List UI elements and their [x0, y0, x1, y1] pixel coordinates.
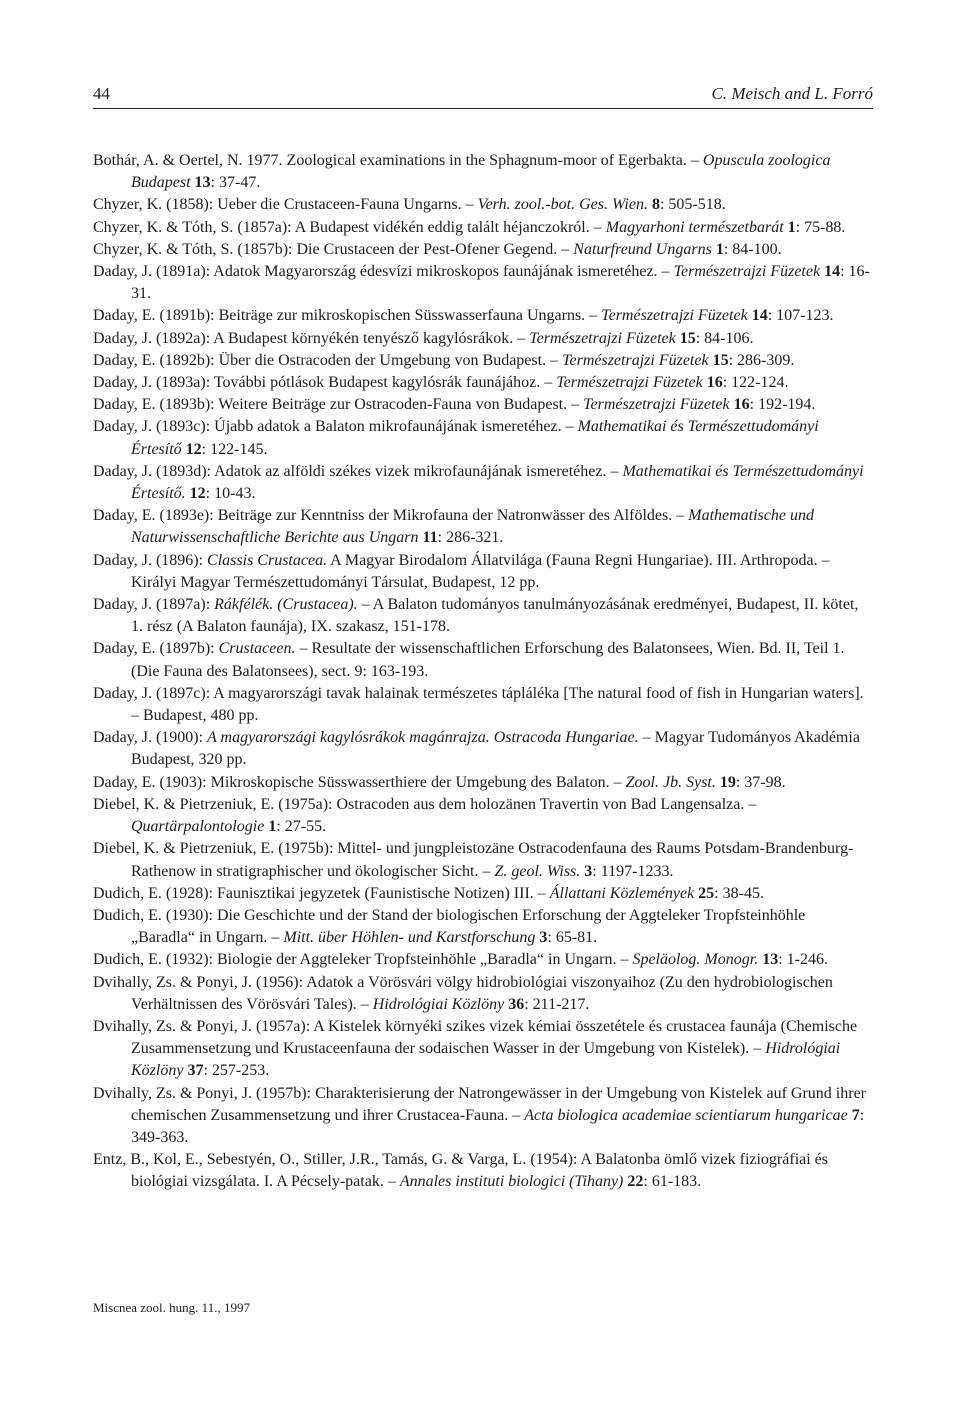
reference-entry: [93, 150, 871, 194]
reference-text: : 84-100.: [723, 240, 782, 258]
reference-text: : 286-309.: [728, 351, 795, 369]
reference-journal: Hidrológiai Közlöny: [372, 995, 505, 1013]
reference-journal: Naturfreund Ungarns: [573, 240, 712, 258]
reference-volume: 36: [508, 995, 525, 1013]
reference-volume: 1: [787, 218, 796, 236]
reference-text: : 16-31.: [131, 263, 870, 303]
reference-journal: Mathematikai és Természettudományi Értesítő: [131, 418, 819, 458]
reference-text: Daday, E. (1903): Mikroskopische Süsswasserthiere der Umgebung des Balaton. –: [93, 773, 626, 791]
page-number: 44: [93, 84, 110, 103]
reference-volume: 1: [715, 240, 724, 258]
reference-journal: Mitt. über Höhlen- und Karstforschung: [283, 929, 536, 947]
reference-entry: [93, 638, 871, 682]
reference-journal: Annales instituti biologici (Tihany): [399, 1173, 624, 1191]
reference-journal: Természetrajzi Füzetek: [601, 307, 748, 325]
reference-entry: [93, 550, 871, 594]
reference-journal: Mathematikai és Természettudományi Értesítő.: [131, 462, 864, 503]
reference-volume: 12: [189, 485, 206, 503]
reference-volume: 13: [194, 174, 211, 192]
reference-journal: Verh. zool.-bot. Ges. Wien.: [477, 196, 648, 214]
reference-text: Entz, B., Kol, E., Sebestyén, O., Stiller, J.R., Tamás, G. & Varga, L. (1954): A Balatonba ömlő vizek fiziográfiai és biológiai vizsgálata. I. A Pécsely-patak. –: [93, 1151, 829, 1191]
reference-volume: 15: [712, 351, 729, 369]
reference-text: : 84-106.: [695, 329, 754, 347]
reference-text: : 1-246.: [778, 951, 828, 969]
reference-journal: Quartärpalontologie: [131, 818, 265, 836]
reference-text: : 349-363.: [131, 1106, 865, 1146]
reference-entry: [93, 350, 871, 372]
reference-entry: [93, 794, 871, 838]
reference-text: Dudich, E. (1930): Die Geschichte und der Stand der biologischen Erforschung der Aggteleker Tropfsteinhöhle „Baradla“ in Ungarn. –: [93, 906, 806, 947]
reference-journal: Hidrológiai Közlöny: [131, 1040, 841, 1080]
reference-journal: Természetrajzi Füzetek: [529, 329, 676, 347]
reference-journal: Mathematische und Naturwissenschaftliche Berichte aus Ungarn: [131, 507, 814, 547]
reference-entry: [93, 239, 871, 261]
reference-journal: Zool. Jb. Syst.: [625, 773, 716, 791]
reference-text: : 38-45.: [714, 884, 764, 902]
reference-entry: [93, 505, 871, 549]
reference-text: Dvihally, Zs. & Ponyi, J. (1957a): A Kistelek környéki szikes vizek kémiai összetétele és crustacea faunája (Chemische Zusammensetzung und Krustaceenfauna der sodaischen Wasser in der Umgebung von Kistelek). –: [93, 1017, 858, 1058]
reference-entry: [93, 594, 871, 638]
reference-journal: Opuscula zoologica Budapest: [131, 152, 831, 192]
reference-volume: 7: [851, 1106, 860, 1124]
reference-text: : 122-145.: [201, 440, 268, 458]
reference-text: Daday, J. (1896):: [93, 551, 208, 569]
reference-volume: 22: [627, 1173, 644, 1191]
reference-entry: [93, 905, 871, 949]
reference-journal: Természetrajzi Füzetek: [583, 396, 730, 414]
reference-journal: Classis Crustacea.: [207, 551, 328, 569]
reference-volume: 16: [706, 374, 723, 392]
reference-text: Dvihally, Zs. & Ponyi, J. (1957b): Charakterisierung der Natrongewässer in der Umgebung von Kistelek auf Grund ihrer chemischen Zusammensetzung und ihrer Crustacea-Fauna. –: [93, 1084, 867, 1124]
reference-text: Daday, E. (1893e): Beiträge zur Kenntniss der Mikrofauna der Natronwässer des Alföldes. –: [93, 507, 689, 525]
reference-volume: 12: [185, 440, 202, 458]
reference-volume: 3: [539, 929, 548, 947]
reference-volume: 16: [733, 396, 750, 414]
reference-volume: 14: [824, 263, 841, 281]
reference-entry: [93, 261, 871, 305]
reference-text: Daday, E. (1892b): Über die Ostracoden der Umgebung von Budapest. –: [93, 351, 563, 369]
reference-journal: A magyarországi kagylósrákok magánrajza. Ostracoda Hungariae.: [207, 729, 639, 747]
reference-text: : 192-194.: [749, 396, 816, 414]
reference-text: : 61-183.: [643, 1173, 702, 1191]
reference-text: Diebel, K. & Pietrzeniuk, E. (1975b): Mittel- und jungpleistozäne Ostracodenfauna des Raums Potsdam-Brandenburg-Rathenow in stratigraphischer und ökologischer Sicht. –: [93, 840, 854, 880]
reference-entry: [93, 683, 871, 727]
reference-text: Daday, J. (1892a): A Budapest környékén tenyésző kagylósrákok. –: [93, 329, 530, 347]
reference-text: Daday, J. (1897c): A magyarországi tavak halainak természetes tápláléka [The natural food of fish in Hungarian waters]. – Budapest, 480 pp.: [93, 684, 864, 725]
reference-journal: Állattani Közlemények: [549, 884, 695, 902]
reference-text: Dudich, E. (1928): Faunisztikai jegyzetek (Faunistische Notizen) III. –: [93, 884, 550, 902]
reference-entry: [93, 972, 871, 1016]
page-footer: Miscnea zool. hung. 11., 1997: [93, 1300, 250, 1315]
reference-list: [93, 150, 871, 1194]
reference-text: – Resultate der wissenschaftlichen Erforschung des Balatonsees, Wien. Bd. II, Teil 1. (Die Fauna des Balatonsees), sect. 9: 163-193.: [131, 640, 845, 680]
reference-text: Daday, J. (1891a): Adatok Magyarország édesvízi mikroskopos faunájának ismeretéhez. –: [93, 263, 674, 281]
reference-volume: 19: [719, 773, 736, 791]
reference-journal: Természetrajzi Füzetek: [673, 263, 821, 281]
reference-journal: Természetrajzi Füzetek: [556, 374, 703, 392]
reference-entry: [93, 727, 871, 771]
reference-entry: [93, 328, 871, 350]
reference-volume: 13: [762, 951, 779, 969]
reference-text: : 75-88.: [795, 218, 846, 236]
reference-volume: 3: [584, 862, 593, 880]
reference-entry: [93, 194, 871, 216]
page-header: [93, 84, 873, 109]
reference-text: Daday, E. (1893b): Weitere Beiträge zur Ostracoden-Fauna von Budapest. –: [93, 396, 584, 414]
reference-text: Daday, J. (1893c): Újabb adatok a Balaton mikrofaunájának ismeretéhez. –: [93, 418, 578, 436]
reference-text: Diebel, K. & Pietrzeniuk, E. (1975a): Ostracoden aus dem holozänen Travertin von Bad Langensalza. –: [93, 795, 757, 813]
reference-volume: 25: [698, 884, 715, 902]
reference-text: : 10-43.: [205, 485, 256, 503]
reference-entry: [93, 305, 871, 327]
reference-text: Daday, J. (1900):: [93, 729, 208, 747]
reference-entry: [93, 772, 871, 794]
reference-text: : 1197-1233.: [592, 862, 674, 880]
reference-entry: [93, 1083, 871, 1150]
reference-entry: [93, 883, 871, 905]
reference-text: : 37-47.: [210, 174, 261, 192]
reference-entry: [93, 1016, 871, 1083]
reference-volume: 37: [187, 1062, 204, 1080]
reference-text: : 37-98.: [735, 773, 786, 791]
reference-entry: [93, 394, 871, 416]
reference-text: Daday, E. (1891b): Beiträge zur mikroskopischen Süsswasserfauna Ungarns. –: [93, 307, 602, 325]
reference-text: : 65-81.: [547, 929, 598, 947]
reference-volume: 1: [268, 818, 277, 836]
reference-text: Dvihally, Zs. & Ponyi, J. (1956): Adatok a Vörösvári völgy hidrobiológiai viszonyaihoz (Zu den hydrobiologischen Verhältnissen des Vörösvári Tales). –: [93, 973, 833, 1013]
reference-journal: Természetrajzi Füzetek: [562, 351, 709, 369]
reference-entry: [93, 461, 871, 505]
reference-journal: Rákfélék. (Crustacea).: [214, 596, 358, 614]
reference-text: : 27-55.: [276, 818, 327, 836]
reference-text: – A Balaton tudományos tanulmányozásának eredményei, Budapest, II. kötet, 1. rész (A Balaton faunája), IX. szakasz, 151-178.: [131, 596, 859, 636]
reference-entry: [93, 217, 871, 239]
reference-text: Chyzer, K. & Tóth, S. (1857a): A Budapest vidékén eddig talált héjanczokról. –: [93, 218, 606, 236]
reference-volume: 15: [679, 329, 696, 347]
reference-text: : 122-124.: [722, 374, 789, 392]
reference-text: : 257-253.: [203, 1062, 270, 1080]
reference-entry: [93, 372, 871, 394]
reference-text: Daday, J. (1897a):: [93, 596, 215, 614]
reference-entry: [93, 949, 871, 971]
reference-text: : 505-518.: [659, 196, 726, 214]
reference-journal: Acta biologica academiae scientiarum hungaricae: [524, 1106, 848, 1124]
reference-text: Bothár, A. & Oertel, N. 1977. Zoological examinations in the Sphagnum-moor of Egerbakta. –: [93, 152, 703, 169]
reference-volume: 11: [422, 529, 438, 547]
reference-text: Chyzer, K. (1858): Ueber die Crustaceen-Fauna Ungarns. –: [93, 196, 478, 214]
reference-text: Daday, E. (1897b):: [93, 640, 219, 658]
reference-text: – Magyar Tudományos Akadémia Budapest, 320 pp.: [131, 729, 860, 769]
reference-entry: [93, 1149, 871, 1193]
reference-text: : 211-217.: [524, 995, 590, 1013]
reference-journal: Magyarhoni természetbarát: [605, 218, 784, 236]
reference-text: Chyzer, K. & Tóth, S. (1857b): Die Crustaceen der Pest-Ofener Gegend. –: [93, 240, 574, 258]
reference-text: Daday, J. (1893a): További pótlások Budapest kagylósrák faunájához. –: [93, 374, 557, 392]
reference-volume: 14: [751, 307, 768, 325]
reference-journal: Speläolog. Monogr.: [632, 951, 759, 969]
reference-entry: [93, 838, 871, 882]
running-head: C. Meisch and L. Forró: [711, 84, 873, 103]
reference-text: : 107-123.: [767, 307, 834, 325]
reference-volume: 8: [651, 196, 660, 214]
reference-text: : 286-321.: [437, 529, 504, 547]
reference-entry: [93, 416, 871, 460]
reference-text: Dudich, E. (1932): Biologie der Aggteleker Tropfsteinhöhle „Baradla“ in Ungarn. –: [93, 951, 633, 969]
reference-text: A Magyar Birodalom Állatvilága (Fauna Regni Hungariae). III. Arthropoda. – Királyi Magyar Természettudományi Társulat, Budapest, 12 pp.: [131, 551, 830, 591]
reference-journal: Crustaceen.: [218, 640, 296, 658]
reference-text: Daday, J. (1893d): Adatok az alföldi székes vizek mikrofaunájának ismeretéhez. –: [93, 462, 623, 480]
reference-journal: Z. geol. Wiss.: [494, 862, 581, 880]
